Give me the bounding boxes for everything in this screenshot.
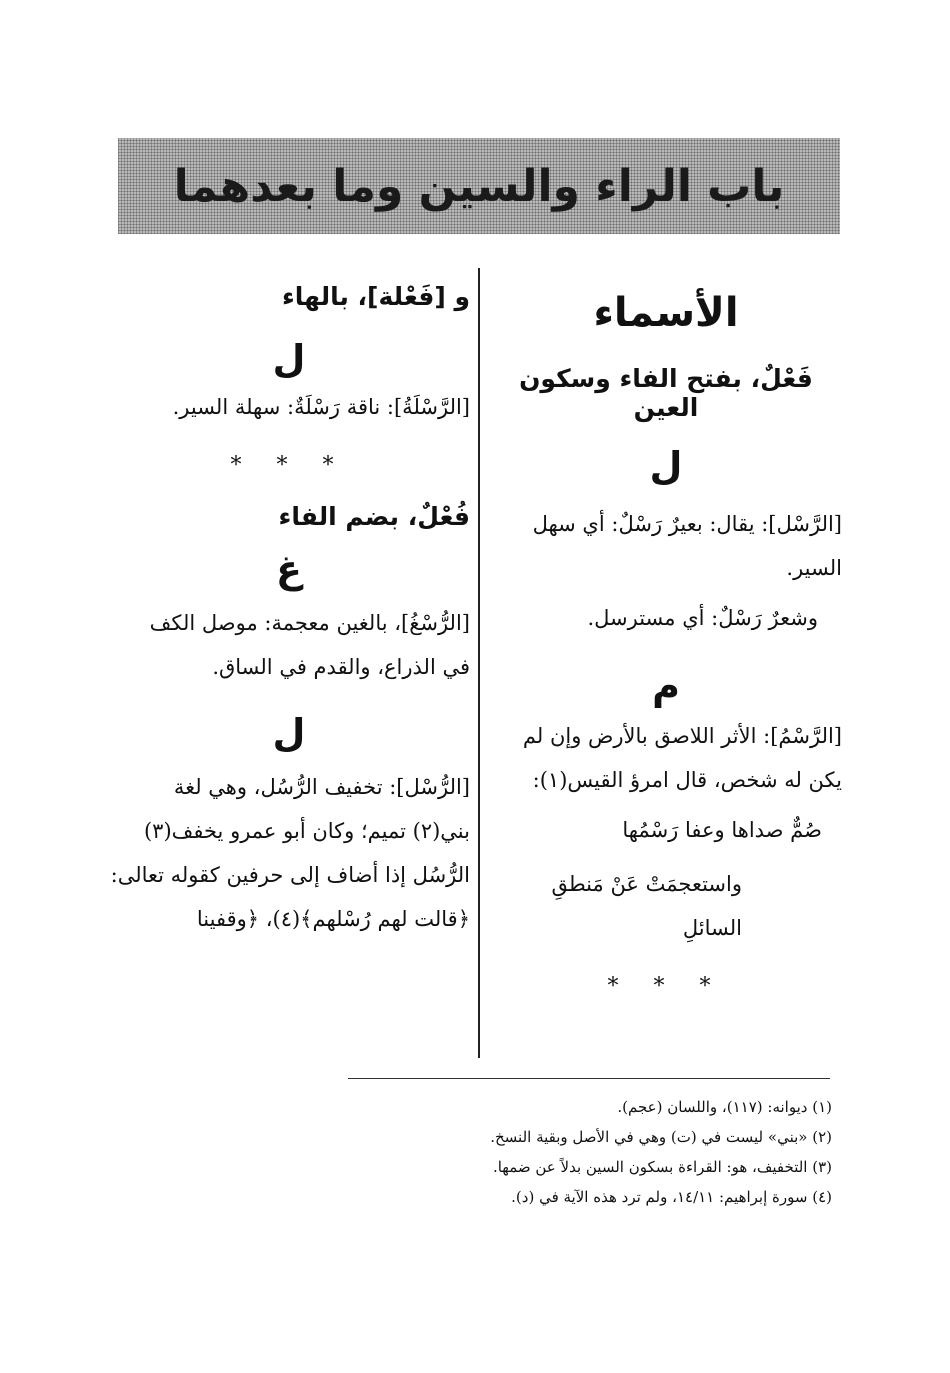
section-heading: الأسماء — [593, 290, 739, 336]
chapter-title: باب الراء والسين وما بعدهما — [173, 160, 785, 212]
pattern-heading-fu3l: فُعْلٌ، بضم الفاء — [278, 502, 470, 531]
footnote-2: (٢) «بني» ليست في (ت) وهي في الأصل وبقية النسخ. — [490, 1128, 832, 1146]
letter-heading-mim: م — [652, 664, 680, 708]
footnotes — [300, 1092, 832, 1212]
entry-rasl-line1: [الرَّسْل]: يقال: بعيرٌ رَسْلٌ: أي سهل — [532, 512, 842, 536]
verse-line2: واستعجمَتْ عَنْ مَنطقِ السائلِ — [551, 872, 742, 940]
entry-rasl-line3: وشعرٌ رَسْلٌ: أي مسترسل. — [587, 606, 818, 630]
letter-heading-lam: ل — [272, 337, 306, 381]
entry-rasm-line2: يكن له شخص، قال امرؤ القيس(١): — [532, 768, 842, 792]
letter-heading-lam: ل — [649, 444, 683, 488]
entry-rusl-line4: ﴿قالت لهم رُسْلهم﴾(٤)، ﴿وقفينا — [196, 907, 470, 931]
left-column — [108, 282, 470, 941]
column-divider — [478, 268, 480, 1058]
entry-rasm-line1: [الرَّسْمُ]: الأثر اللاصق بالأرض وإن لم — [522, 724, 842, 748]
footnote-separator — [348, 1078, 830, 1079]
letter-heading-lam: ل — [272, 711, 306, 755]
pattern-heading-fa3la: و [فَعْلة]، بالهاء — [282, 282, 470, 311]
entry-rusl-line1: [الرُّسْل]: تخفيف الرُّسُل، وهي لغة — [173, 775, 470, 799]
entry-rusl-line3: الرُّسُل إذا أضاف إلى حرفين كقوله تعالى: — [110, 863, 470, 887]
entry-rasla: [الرَّسْلَةُ]: ناقة رَسْلَةٌ: سهلة السير. — [172, 395, 470, 419]
footnote-4: (٤) سورة إبراهيم: ١٤/١١، ولم ترد هذه الآية في (د). — [511, 1188, 832, 1206]
section-separator: * * * — [230, 453, 348, 478]
verse-line1: صُمٌّ صداها وعفا رَسْمُها — [622, 818, 822, 842]
footnote-3: (٣) التخفيف، هو: القراءة بسكون السين بدلاً عن ضمها. — [492, 1158, 832, 1176]
entry-rasl-line2: السير. — [786, 556, 842, 580]
footnote-1: (١) ديوانه: (١١٧)، واللسان (عجم). — [617, 1098, 832, 1116]
pattern-heading: فَعْلٌ، بفتح الفاء وسكون العين — [519, 364, 813, 422]
section-separator: * * * — [607, 974, 725, 999]
chapter-banner — [118, 138, 840, 234]
entry-rusgh-line1: [الرُّسْغُ]، بالغين معجمة: موصل الكف — [149, 611, 470, 635]
entry-rusgh-line2: في الذراع، والقدم في الساق. — [212, 655, 470, 679]
entry-rusl-line2: بني(٢) تميم؛ وكان أبو عمرو يخفف(٣) — [143, 819, 470, 843]
letter-heading-ghain: غ — [276, 547, 302, 591]
right-column — [490, 290, 842, 999]
